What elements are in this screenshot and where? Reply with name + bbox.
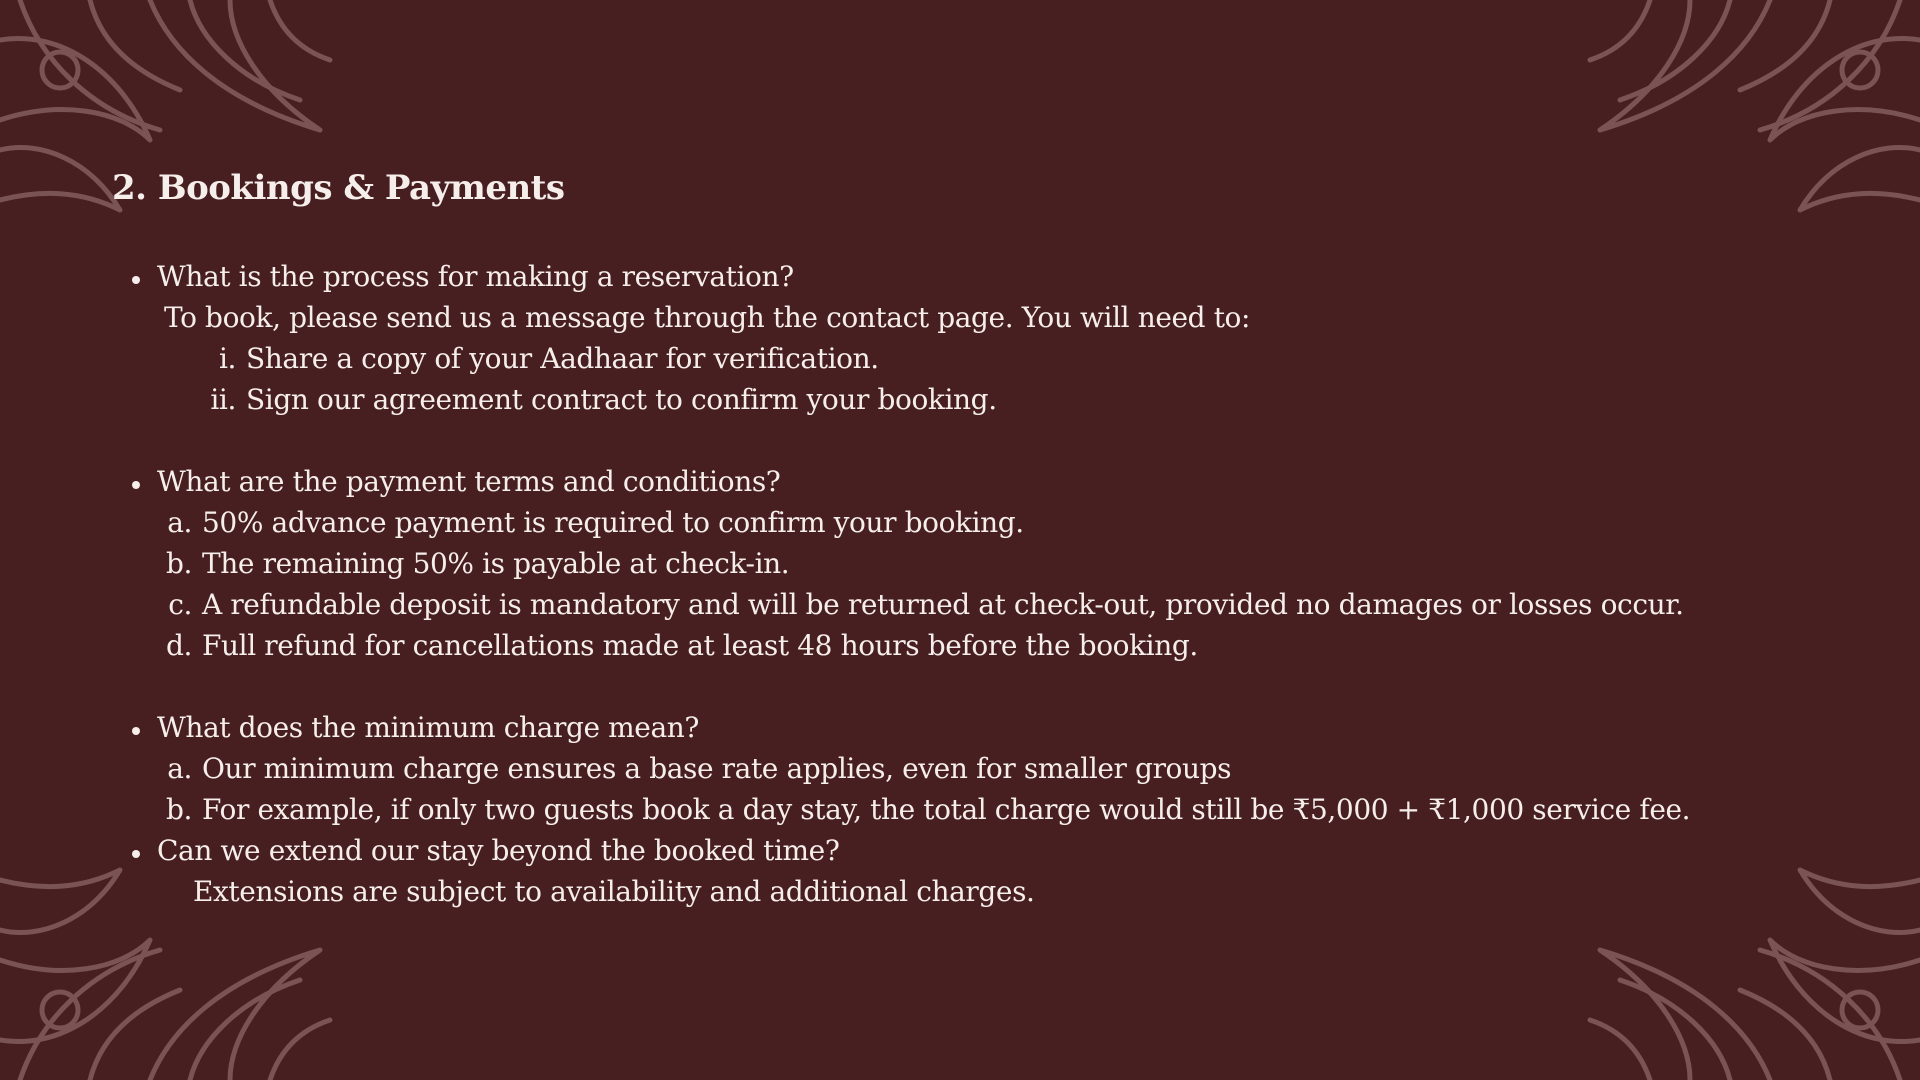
bullet-icon <box>132 727 140 735</box>
faq-question: What does the minimum charge mean? <box>157 711 700 744</box>
list-item <box>152 790 1690 830</box>
faq-intro: To book, please send us a message through the contact page. You will need to: <box>164 301 1251 334</box>
list-marker: d. <box>165 629 192 662</box>
list-item <box>196 380 997 420</box>
section-heading: 2. Bookings & Payments <box>112 168 565 208</box>
faq-question: What is the process for making a reservation? <box>157 260 794 293</box>
list-item <box>152 749 1231 789</box>
faq-question: Can we extend our stay beyond the booked time? <box>157 834 840 867</box>
bullet-icon <box>132 850 140 858</box>
list-item <box>196 339 879 379</box>
list-marker: b. <box>165 547 192 580</box>
list-item-text: For example, if only two guests book a day stay, the total charge would still be ₹5,000 + ₹1,000 service fee. <box>202 793 1691 826</box>
list-item-text: A refundable deposit is mandatory and will be returned at check-out, provided no damages or losses occur. <box>202 588 1684 621</box>
list-item-text: 50% advance payment is required to confirm your booking. <box>202 506 1024 539</box>
list-marker: ii. <box>210 383 236 416</box>
list-item-text: Share a copy of your Aadhaar for verification. <box>246 342 879 375</box>
bullet-icon <box>132 276 140 284</box>
list-marker: c. <box>168 588 192 621</box>
list-item <box>152 503 1024 543</box>
list-item-text: Sign our agreement contract to confirm your booking. <box>246 383 997 416</box>
list-item <box>152 585 1684 625</box>
faq-question: What are the payment terms and conditions? <box>157 465 781 498</box>
list-item-text: Our minimum charge ensures a base rate applies, even for smaller groups <box>202 752 1232 785</box>
list-marker: i. <box>218 342 236 375</box>
list-item <box>152 626 1198 666</box>
list-item-text: The remaining 50% is payable at check-in. <box>202 547 790 580</box>
list-marker: b. <box>165 793 192 826</box>
faq-answer: Extensions are subject to availability and additional charges. <box>193 875 1035 908</box>
list-item-text: Full refund for cancellations made at least 48 hours before the booking. <box>202 629 1198 662</box>
bullet-icon <box>132 481 140 489</box>
list-marker: a. <box>167 752 192 785</box>
list-marker: a. <box>167 506 192 539</box>
list-item <box>152 544 789 584</box>
